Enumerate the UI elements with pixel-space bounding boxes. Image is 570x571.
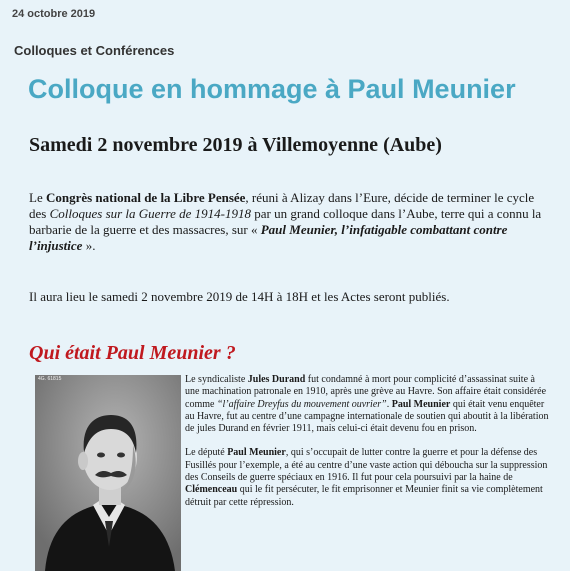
bio-name: Paul Meunier — [227, 447, 286, 459]
section-heading: Qui était Paul Meunier ? — [29, 342, 236, 364]
intro-organization: Congrès national de la Libre Pensée — [45, 190, 246, 205]
bio-text: qui était venu enquêter au Havre, fut au centre d’une campagne internationale de soutien qui aboutit à la libération de jules Durand en février 1911, mais celui-ci était devenu fou en prison. — [185, 398, 549, 435]
bio-name: Jules Durand — [247, 374, 306, 385]
intro-text: Le — [29, 190, 46, 205]
bio-name: Paul Meunier — [391, 398, 451, 410]
intro-text: par un grand colloque dans l’Aube, terre qui a connu la barbarie de la guerre et des massacres, sur « — [29, 206, 542, 237]
page-title: Colloque en hommage à Paul Meunier — [28, 74, 516, 104]
portrait-photo — [35, 375, 181, 571]
biography — [185, 374, 550, 521]
bio-text: Le député — [185, 447, 228, 459]
intro-text: ». — [82, 238, 96, 253]
bio-paragraph — [185, 447, 550, 508]
bio-text: fut condamné à mort pour complicité d’assassinat suite à une machination patronale en 1910, après une grève au Havre. Son affaire était considérée comme — [185, 374, 547, 410]
portrait-figure-icon — [35, 375, 181, 571]
intro-topic: Paul Meunier, l’infatigable combattant contre l’injustice — [29, 222, 508, 253]
bio-text: . — [386, 398, 392, 410]
post-category[interactable]: Colloques et Conférences — [14, 43, 175, 58]
photo-caption: 4G. 61815 — [38, 376, 62, 382]
bio-name: Clémenceau — [185, 484, 238, 496]
bio-text: , qui s’occupait de lutter contre la guerre et pour la défense des Fusillés pour l’exemple, a été au centre d’une vaste action qui déboucha sur la suppression des Conseils de guerre spéciaux en 1916. Il fut pour cela poursuivi par la haine de — [185, 447, 548, 484]
event-subtitle: Samedi 2 novembre 2019 à Villemoyenne (Aube) — [29, 134, 442, 156]
bio-text: qui le fit persécuter, le fit emprisonner et Meunier finit sa vie complètement détruit par cette répression. — [185, 484, 543, 508]
event-schedule: Il aura lieu le samedi 2 novembre 2019 de 14H à 18H et les Actes seront publiés. — [29, 289, 450, 304]
post-date: 24 octobre 2019 — [12, 8, 96, 20]
intro-paragraph — [29, 190, 544, 254]
bio-quote: “l’affaire Dreyfus du mouvement ouvrier” — [216, 398, 387, 410]
intro-text: , réuni à Alizay dans l’Eure, décide de terminer le cycle des — [29, 190, 535, 221]
intro-series: Colloques sur la Guerre de 1914-1918 — [49, 206, 251, 221]
bio-paragraph — [185, 374, 550, 435]
bio-text: Le syndicaliste — [185, 374, 248, 385]
